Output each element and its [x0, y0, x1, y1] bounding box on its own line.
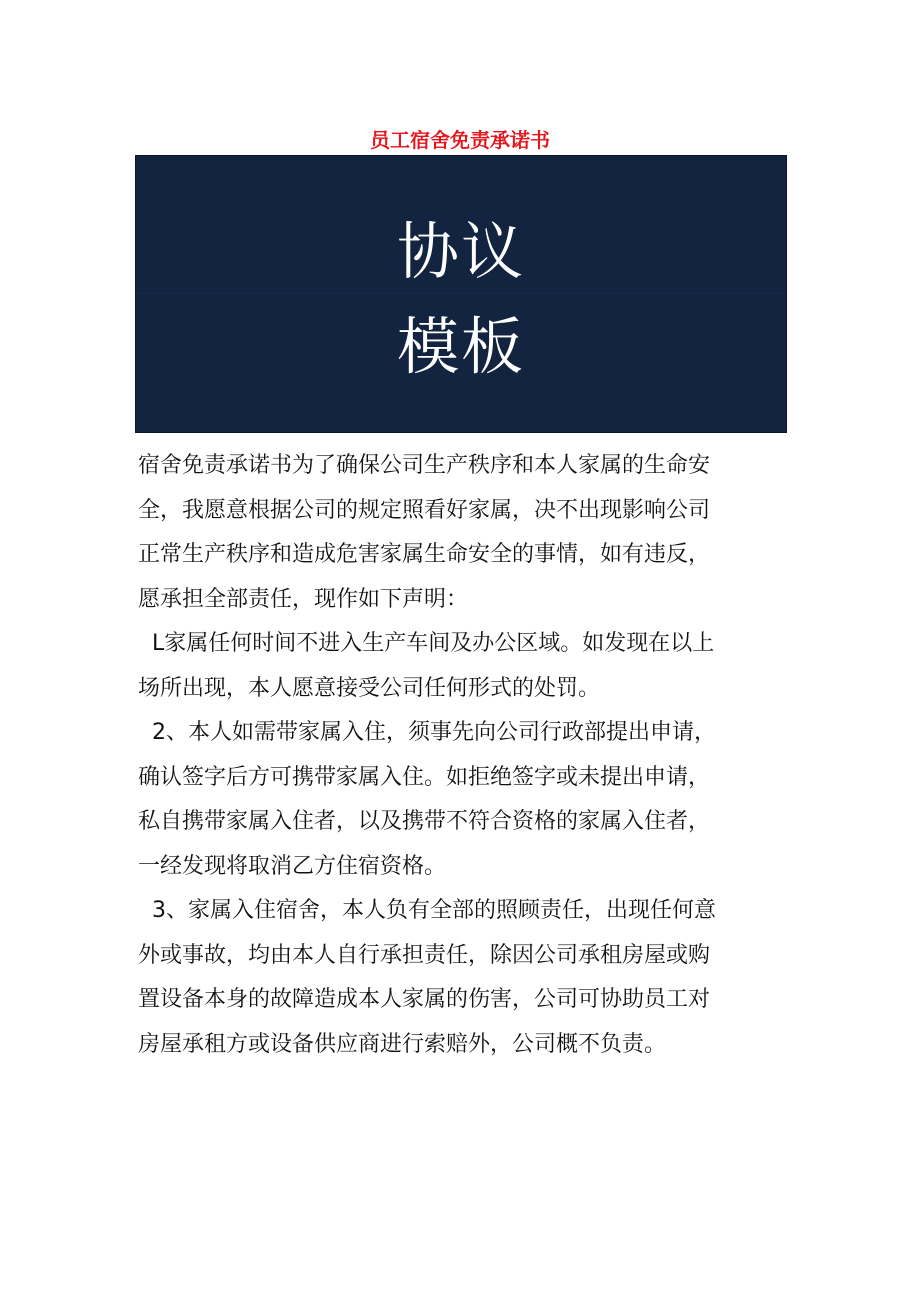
intro-line-1: 宿舍免责承诺书为了确保公司生产秩序和本人家属的生命安 — [138, 453, 711, 478]
clause-1 — [138, 622, 798, 711]
clause-3-line-4: 房屋承租方或设备供应商进行索赔外，公司概不负责。 — [138, 1031, 667, 1057]
cover-title-line-2: 模板 — [396, 310, 525, 383]
clause-3-line-2: 外或事故，均由本人自行承担责任，除因公司承租房屋或购 — [138, 942, 711, 968]
clause-2 — [138, 711, 798, 889]
intro-paragraph — [138, 444, 798, 622]
clause-2-line-2: 确认签字后方可携带家属入住。如拒绝签字或未提出申请， — [138, 764, 711, 790]
cover-divider — [136, 293, 786, 294]
cover-title-line-1: 协议 — [396, 215, 525, 288]
clause-3 — [138, 889, 798, 1067]
intro-line-3: 正常生产秩序和造成危害家属生命安全的事情，如有违反， — [138, 542, 711, 567]
clause-1-line-1: L家属任何时间不进入生产车间及办公区域。如发现在以上 — [152, 631, 715, 656]
document-title: 员工宿舍免责承诺书 — [370, 128, 550, 152]
clause-1-line-2: 场所出现，本人愿意接受公司任何形式的处罚。 — [138, 675, 601, 701]
document-body — [138, 444, 798, 1067]
clause-3-line-1: 3、家属入住宿舍，本人负有全部的照顾责任，出现任何意 — [152, 898, 716, 923]
clause-2-line-3: 私自携带家属入住者，以及携带不符合资格的家属入住者， — [138, 809, 711, 834]
intro-line-4: 愿承担全部责任，现作如下声明： — [138, 586, 469, 612]
cover-banner — [135, 155, 787, 433]
clause-2-line-4: 一经发现将取消乙方住宿资格。 — [138, 853, 447, 879]
clause-3-line-3: 置设备本身的故障造成本人家属的伤害，公司可协助员工对 — [138, 987, 711, 1012]
intro-line-2: 全，我愿意根据公司的规定照看好家属，决不出现影响公司 — [138, 497, 711, 523]
clause-2-line-1: 2、本人如需带家属入住，须事先向公司行政部提出申请， — [152, 720, 716, 745]
